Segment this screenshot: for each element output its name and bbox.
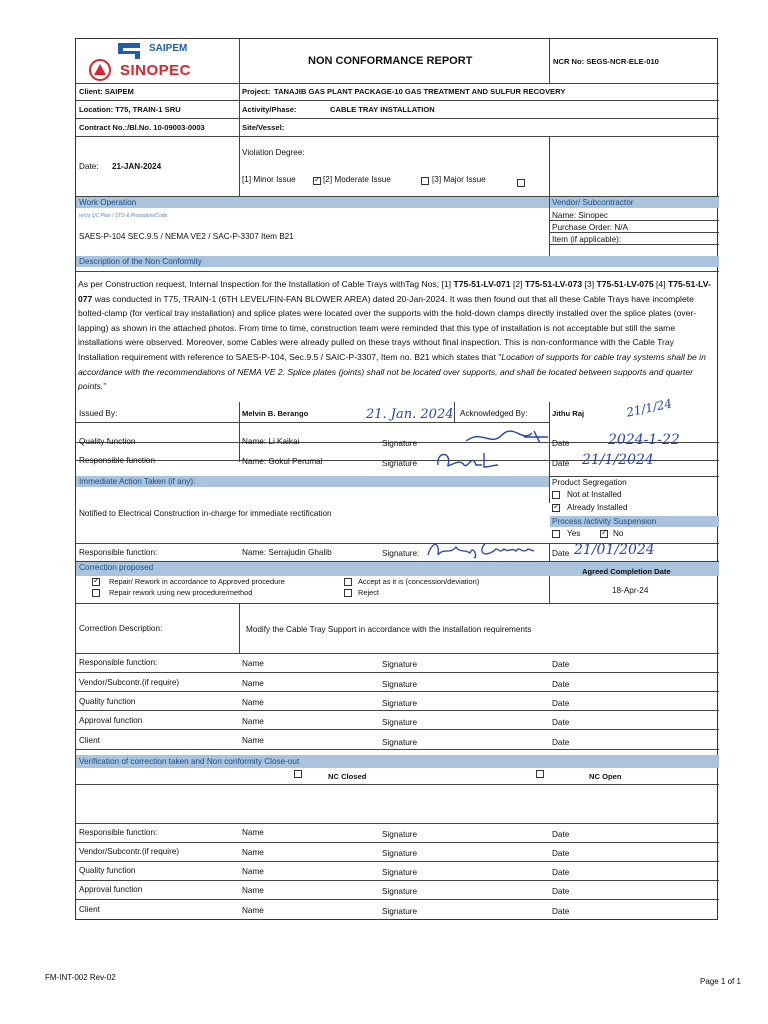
contract-field: Contract No.:/Bl.No. 10-09003-0003 — [79, 123, 205, 132]
row-date: Date — [552, 718, 570, 727]
item-field: Item (if applicable): — [552, 235, 622, 244]
work-operation-band — [76, 197, 549, 208]
row-date: Date — [552, 849, 570, 858]
location-field: Location: T75, TRAIN-1 SRU — [79, 105, 181, 114]
acknowledged-by-label: Acknowledged By: — [460, 409, 528, 418]
violation-degree-label: Violation Degree: — [242, 148, 305, 157]
row-signature: Signature — [382, 868, 418, 877]
row-name: Name — [242, 736, 264, 745]
row-date: Date — [552, 699, 570, 708]
agreed-completion-date: 18-Apr-24 — [612, 586, 649, 595]
quality-signature — [462, 427, 552, 449]
responsible-function-name: Name: Gokul Perumal — [242, 457, 323, 466]
row-name: Name — [242, 848, 264, 857]
immediate-responsible-label: Responsible function: — [79, 548, 158, 557]
correction-description-text: Modify the Cable Tray Support in accordance with the installation requirements — [246, 625, 532, 634]
row-name: Name — [242, 886, 264, 895]
form-code: FM-INT-002 Rev-02 — [45, 973, 116, 982]
not-installed-label: Not at Installed — [567, 490, 622, 499]
suspension-yes-checkbox[interactable] — [552, 530, 560, 538]
suspension-no-checkbox[interactable] — [600, 530, 608, 538]
nc-closed-label: NC Closed — [328, 772, 367, 781]
row-role: Quality function — [79, 866, 136, 875]
correction-description-label: Correction Description: — [79, 624, 163, 633]
row-date: Date — [552, 868, 570, 877]
row-role: Approval function — [79, 885, 143, 894]
repair-approved-checkbox[interactable] — [92, 578, 100, 586]
moderate-issue-checkbox[interactable] — [421, 177, 429, 185]
row-name: Name — [242, 867, 264, 876]
issued-by-name: Melvin B. Berango — [242, 409, 309, 418]
process-suspension-label: Process /activity Suspension — [552, 517, 657, 526]
row-date: Date — [552, 680, 570, 689]
page-number: Page 1 of 1 — [700, 977, 741, 986]
ncr-number: NCR No: SEGS-NCR-ELE-010 — [553, 57, 659, 66]
correction-heading: Correction proposed — [79, 563, 154, 572]
immediate-signature-label: Signature: — [382, 549, 420, 558]
row-role: Responsible function: — [79, 828, 158, 837]
reject-label: Reject — [358, 588, 379, 597]
major-issue-checkbox[interactable] — [517, 179, 525, 187]
quality-date-label: Date — [552, 439, 570, 448]
nc-open-label: NC Open — [589, 772, 622, 781]
verification-heading: Verification of correction taken and Non conformity Close-out — [79, 757, 300, 766]
row-signature: Signature — [382, 849, 418, 858]
vendor-name: Name: Sinopec — [552, 211, 608, 220]
ncr-form — [75, 38, 718, 920]
row-role: Vendor/Subcontr.(if require) — [79, 847, 180, 856]
suspension-no-label: No — [613, 529, 624, 538]
work-operation-heading: Work Operation — [79, 198, 137, 207]
moderate-issue-label: [2] Moderate Issue — [323, 175, 391, 184]
agreed-completion-heading: Agreed Completion Date — [582, 567, 671, 576]
row-name: Name — [242, 717, 264, 726]
already-installed-label: Already Installed — [567, 503, 628, 512]
row-signature: Signature — [382, 887, 418, 896]
vendor-heading: Vendor/ Subcontractor — [552, 198, 634, 207]
not-installed-checkbox[interactable] — [552, 491, 560, 499]
repair-approved-label: Repair/ Rework in accordance to Approved procedure — [109, 577, 285, 586]
saipem-logo-text: SAIPEM — [149, 43, 188, 54]
row-date: Date — [552, 830, 570, 839]
acknowledged-by-name: Jithu Raj — [552, 409, 585, 418]
major-issue-label: [3] Major Issue — [432, 175, 486, 184]
responsible-date-value: 21/1/2024 — [582, 452, 654, 468]
date-value: 21-JAN-2024 — [112, 162, 162, 171]
report-title: NON CONFORMANCE REPORT — [308, 55, 473, 67]
minor-issue-label: [1] Minor Issue — [242, 175, 296, 184]
row-name: Name — [242, 679, 264, 688]
reject-checkbox[interactable] — [344, 589, 352, 597]
immediate-action-heading: Immediate Action Taken (if any): — [79, 477, 196, 486]
responsible-signature — [432, 447, 502, 473]
row-signature: Signature — [382, 699, 418, 708]
row-name: Name — [242, 698, 264, 707]
date-label: Date: — [79, 162, 99, 171]
row-role: Approval function — [79, 716, 143, 725]
row-signature: Signature — [382, 738, 418, 747]
quality-date-value: 2024-1-22 — [608, 432, 680, 448]
row-date: Date — [552, 907, 570, 916]
reference-note: ref.to QC Plan / STD & Procedure/Code — [79, 213, 168, 219]
client-field: Client: SAIPEM — [79, 87, 134, 96]
row-date: Date — [552, 738, 570, 747]
nc-closed-checkbox[interactable] — [294, 770, 302, 778]
nc-open-checkbox[interactable] — [536, 770, 544, 778]
responsible-signature-label: Signature — [382, 459, 418, 468]
issued-by-signature: 21. Jan. 2024 — [366, 407, 454, 422]
immediate-date-value: 21/01/2024 — [574, 542, 655, 558]
sinopec-icon — [86, 59, 116, 81]
sinopec-logo-text: SINOPEC — [120, 62, 192, 79]
row-signature: Signature — [382, 660, 418, 669]
sinopec-logo — [84, 59, 234, 81]
purchase-order: Purchase Order: N/A — [552, 223, 628, 232]
row-date: Date — [552, 660, 570, 669]
quality-signature-label: Signature — [382, 439, 418, 448]
row-signature: Signature — [382, 907, 418, 916]
row-role: Client — [79, 736, 100, 745]
nonconformity-description: As per Construction request, Internal Inspection for the Installation of Cable Trays withTag Nos; [1] T75-51-LV-071 [2] T75-51-LV-073 [3] T75-51-LV-075 [4] T75-51-LV-077 was conducted in T75, TRAIN-1 (6TH LEVEL/FIN-FAN BLOWER AREA) dated 20-Jan-2024. It was then found out that all these Cable Trays have incomplete bolted-clamp (for vertical tray installation) and splice plates were located over the supports with the hold-down clamps directly installed over the splice plates (over-lapping) as shown in the attached photos. From time to time, construction team were reminded that this type of installation is not acceptable but still the same installations were observed. Moreover, some Cables were already pulled on these trays without final inspection. This is non-conformance with the Cable Tray Installation requirement with reference to SAES-P-104, Sec.9.5 / SAIC-P-3307, Item no. B21 which states that "Location of supports for cable tray systems shall be in accordance with the recommendations of NEMA VE 2. Splice plates (joints) shall not be located over supports, and shall be located between supports and quarter points." — [78, 279, 711, 392]
nonconformity-heading: Description of the Non Conformity — [79, 257, 202, 266]
row-date: Date — [552, 887, 570, 896]
row-role: Quality function — [79, 697, 136, 706]
activity-label: Activity/Phase: — [242, 105, 297, 114]
repair-new-label: Repair rework using new procedure/method — [109, 588, 253, 597]
responsible-function-label: Responsible function — [79, 456, 156, 465]
product-segregation-label: Product Segregation — [552, 478, 627, 487]
quality-function-label: Quality function — [79, 437, 136, 446]
row-name: Name — [242, 659, 264, 668]
saipem-icon — [116, 42, 144, 60]
minor-issue-checkbox[interactable] — [313, 177, 321, 185]
acknowledged-signature: 21/1/24 — [625, 396, 674, 420]
row-role: Client — [79, 905, 100, 914]
project-value: TANAJIB GAS PLANT PACKAGE-10 GAS TREATMENT AND SULFUR RECOVERY — [274, 87, 566, 96]
accept-label: Accept as it is (concession/deviation) — [358, 577, 480, 586]
immediate-signature — [424, 537, 548, 563]
row-role: Vendor/Subcontr.(if require) — [79, 678, 180, 687]
reference-standards: SAES-P-104 SEC.9.5 / NEMA VE2 / SAC-P-3307 Item B21 — [79, 232, 294, 241]
accept-checkbox[interactable] — [344, 578, 352, 586]
row-signature: Signature — [382, 718, 418, 727]
row-name: Name — [242, 906, 264, 915]
issued-by-label: Issued By: — [79, 409, 118, 418]
row-name: Name — [242, 828, 264, 837]
row-signature: Signature — [382, 830, 418, 839]
row-signature: Signature — [382, 680, 418, 689]
activity-value: CABLE TRAY INSTALLATION — [330, 105, 435, 114]
site-vessel-label: Site/Vessel: — [242, 123, 285, 132]
immediate-action-text: Notified to Electrical Construction in-charge for immediate rectification — [79, 509, 332, 518]
suspension-yes-label: Yes — [567, 529, 581, 538]
repair-new-checkbox[interactable] — [92, 589, 100, 597]
project-label: Project: — [242, 87, 271, 96]
already-installed-checkbox[interactable] — [552, 504, 560, 512]
immediate-responsible-name: Name: Serrajudin Ghalib — [242, 548, 332, 557]
immediate-date-label: Date — [552, 549, 570, 558]
row-role: Responsible function: — [79, 658, 158, 667]
quality-function-name: Name: Li Kaikai — [242, 437, 300, 446]
responsible-date-label: Date — [552, 459, 570, 468]
